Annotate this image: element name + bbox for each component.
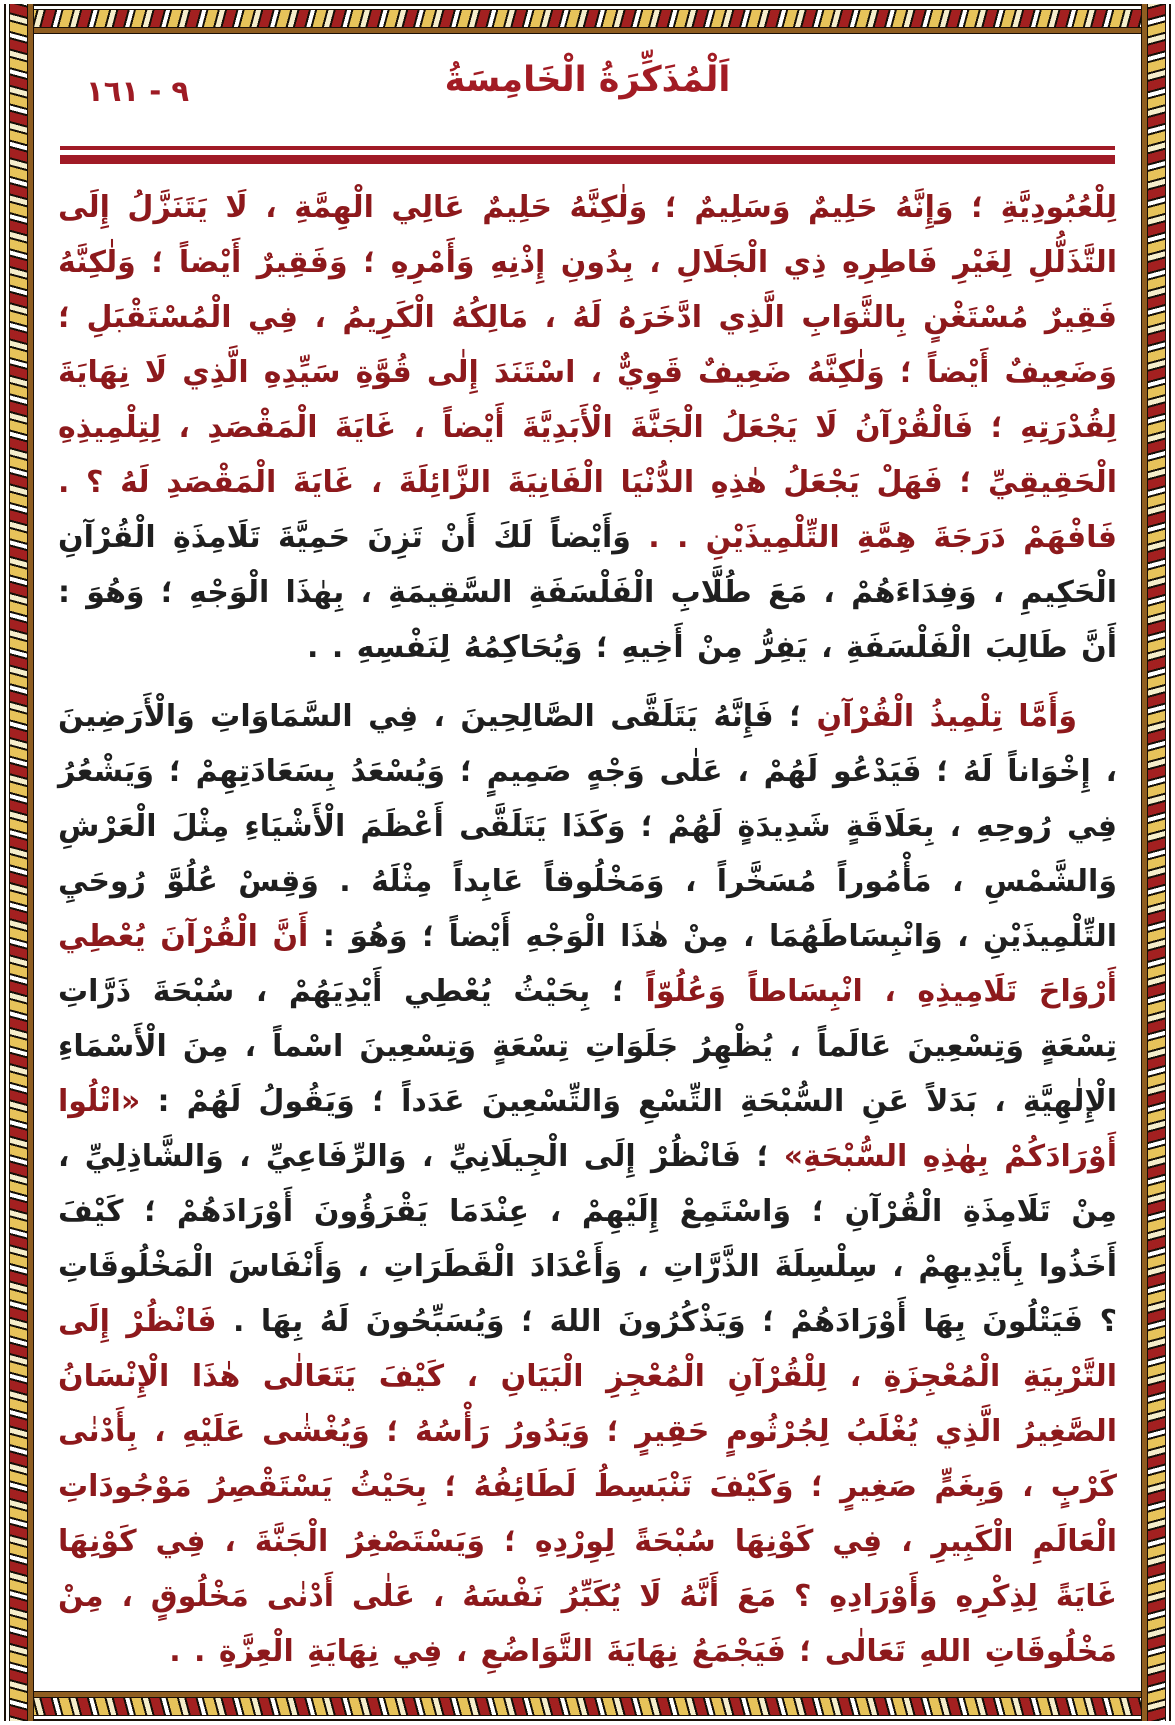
text-segment-red: أَنَّ الْقُرْآنَ يُعْطِي أَرْوَاحَ تَلَامِيذِهِ ، انْبِسَاطاً وَعُلُوّاً bbox=[58, 919, 1117, 1009]
text-segment-red: لِلْعُبُودِيَّةِ ؛ وَإِنَّهُ حَلِيمٌ وَسَلِيمٌ ؛ وَلٰكِنَّهُ حَلِيمٌ عَالِي الْهِمَّةِ ، لَا يَتَنَزَّلُ إِلَى التَّذَلُّلِ لِغَيْرِ فَاطِرِهِ ذِي الْجَلَالِ ، بِدُونِ إِذْنِهِ وَأَمْرِهِ ؛ وَفَقِيرٌ أَيْضاً ؛ وَلٰكِنَّهُ فَقِيرٌ مُسْتَغْنٍ بِالثَّوَابِ الَّذِي ادَّخَرَهُ لَهُ ، مَالِكُهُ الْكَرِيمُ ، فِي الْمُسْتَقْبَلِ ؛ وَضَعِيفٌ أَيْضاً ؛ وَلٰكِنَّهُ ضَعِيفٌ قَوِيٌّ ، اسْتَنَدَ إِلٰى قُوَّةِ سَيِّدِهِ الَّذِي لَا نِهَايَةَ لِقُدْرَتِهِ ؛ فَالْقُرْآنُ لَا يَجْعَلُ الْجَنَّةَ الْأَبَدِيَّةَ أَيْضاً ، غَايَةَ الْمَقْصَدِ ، لِتِلْمِيذِهِ الْحَقِيقِيِّ ؛ فَهَلْ يَجْعَلُ هٰذِهِ الدُّنْيَا الْفَانِيَةَ الزَّائِلَةَ ، غَايَةَ الْمَقْصَدِ لَهُ ؟ . فَافْهَمْ دَرَجَةَ هِمَّةِ التِّلْمِيذَيْنِ . . bbox=[58, 190, 1117, 555]
header-rule-thin bbox=[60, 146, 1115, 150]
page-title: اَلْمُذَكِّرَةُ الْخَامِسَةُ bbox=[444, 60, 731, 100]
text-segment-dark: ؛ بِحَيْثُ يُعْطِي أَيْدِيَهُمْ ، سُبْحَةَ ذَرَّاتِ تِسْعَةٍ وَتِسْعِينَ عَالَماً ، يُظْهِرُ جَلَوَاتِ تِسْعَةٍ وَتِسْعِينَ اسْماً ، مِنَ الْأَسْمَاءِ الْإِلٰهِيَّةِ ، بَدَلاً عَنِ السُّبْحَةِ التِّسْعِ وَالتِّسْعِينَ عَدَداً ؛ وَيَقُولُ لَهُمْ : bbox=[58, 974, 1117, 1119]
body-text bbox=[58, 180, 1117, 1679]
text-segment-red: فَانْظُرْ إِلَى التَّرْبِيَةِ الْمُعْجِزَةِ ، لِلْقُرْآنِ الْمُعْجِزِ الْبَيَانِ ، كَيْفَ يَتَعَالٰى هٰذَا الْإِنْسَانُ الصَّغِيرُ الَّذِي يُغْلَبُ لِجُرْثُومٍ حَقِيرٍ ؛ وَيَدُورُ رَأْسُهُ ؛ وَيُغْشٰى عَلَيْهِ ، بِأَدْنٰى كَرْبٍ ، وَبِغَمٍّ صَغِيرٍ ؛ وَكَيْفَ تَنْبَسِطُ لَطَائِفُهُ ؛ بِحَيْثُ يَسْتَقْصِرُ مَوْجُودَاتِ الْعَالَمِ الْكَبِيرِ ، فِي كَوْنِهَا سُبْحَةً لِوِرْدِهِ ؛ وَيَسْتَصْغِرُ الْجَنَّةَ ، فِي كَوْنِهَا غَايَةً لِذِكْرِهِ وَأَوْرَادِهِ ؟ مَعَ أَنَّهُ لَا يُكَبِّرُ نَفْسَهُ ، عَلٰى أَدْنٰى مَخْلُوقٍ ، مِنْ مَخْلُوقَاتِ اللهِ تَعَالٰى ؛ فَيَجْمَعُ نِهَايَةَ التَّوَاضُعِ ، فِي نِهَايَةِ الْعِزَّةِ . . bbox=[58, 1304, 1117, 1669]
page-header bbox=[58, 60, 1117, 138]
page-number: ٩ - ١٦١ bbox=[86, 74, 190, 108]
decorative-border-bottom bbox=[4, 1691, 1171, 1721]
paragraph bbox=[58, 180, 1117, 675]
decorative-border-top bbox=[4, 4, 1171, 34]
decorative-border-left bbox=[4, 4, 34, 1721]
text-segment-dark: ؛ فَانْظُرْ إِلَى الْجِيلَانِيِّ ، وَالرِّفَاعِيِّ ، وَالشَّاذِلِيِّ ، مِنْ تَلَامِذَةِ الْقُرْآنِ ؛ وَاسْتَمِعْ إِلَيْهِمْ ، عِنْدَمَا يَقْرَؤُونَ أَوْرَادَهُمْ ؛ كَيْفَ أَخَذُوا بِأَيْدِيهِمْ ، سِلْسِلَةَ الذَّرَّاتِ ، وَأَعْدَادَ الْقَطَرَاتِ ، وَأَنْفَاسَ الْمَخْلُوقَاتِ ؟ فَيَتْلُونَ بِهَا أَوْرَادَهُمْ ؛ وَيَذْكُرُونَ اللهَ ؛ وَيُسَبِّحُونَ لَهُ بِهَا . bbox=[58, 1139, 1117, 1339]
paragraph bbox=[58, 689, 1117, 1679]
text-segment-dark: ؛ فَإِنَّهُ يَتَلَقَّى الصَّالِحِينَ ، فِي السَّمَاوَاتِ وَالْأَرَضِينَ ، إِخْوَاناً لَهُ ؛ فَيَدْعُو لَهُمْ ، عَلٰى وَجْهٍ صَمِيمٍ ؛ وَيُسْعَدُ بِسَعَادَتِهِمْ ؛ وَيَشْعُرُ فِي رُوحِهِ ، بِعَلَاقَةٍ شَدِيدَةٍ لَهُمْ ؛ وَكَذَا يَتَلَقَّى أَعْظَمَ الْأَشْيَاءِ مِثْلَ الْعَرْشِ وَالشَّمْسِ ، مَأْمُوراً مُسَخَّراً ، وَمَخْلُوقاً عَابِداً مِثْلَهُ . وَقِسْ عُلُوَّ رُوحَيِ التِّلْمِيذَيْنِ ، وَانْبِسَاطَهُمَا ، مِنْ هٰذَا الْوَجْهِ أَيْضاً ؛ وَهُوَ : bbox=[58, 699, 1117, 954]
decorative-border-right bbox=[1141, 4, 1171, 1721]
page-content bbox=[58, 40, 1117, 1685]
text-segment-dark: وَأَيْضاً لَكَ أَنْ تَزِنَ حَمِيَّةَ تَلَامِذَةِ الْقُرْآنِ الْحَكِيمِ ، وَفِدَاءَهُمْ ، مَعَ طُلَّابِ الْفَلْسَفَةِ السَّقِيمَةِ ، بِهٰذَا الْوَجْهِ ؛ وَهُوَ : أَنَّ طَالِبَ الْفَلْسَفَةِ ، يَفِرُّ مِنْ أَخِيهِ ؛ وَيُحَاكِمُهُ لِنَفْسِهِ . . bbox=[58, 520, 1117, 665]
header-rule-thick bbox=[60, 155, 1115, 164]
text-segment-red: وَأَمَّا تِلْمِيذُ الْقُرْآنِ bbox=[816, 699, 1077, 734]
text-segment-red: «اتْلُوا أَوْرَادَكُمْ بِهٰذِهِ السُّبْحَةِ» bbox=[58, 1084, 1117, 1174]
